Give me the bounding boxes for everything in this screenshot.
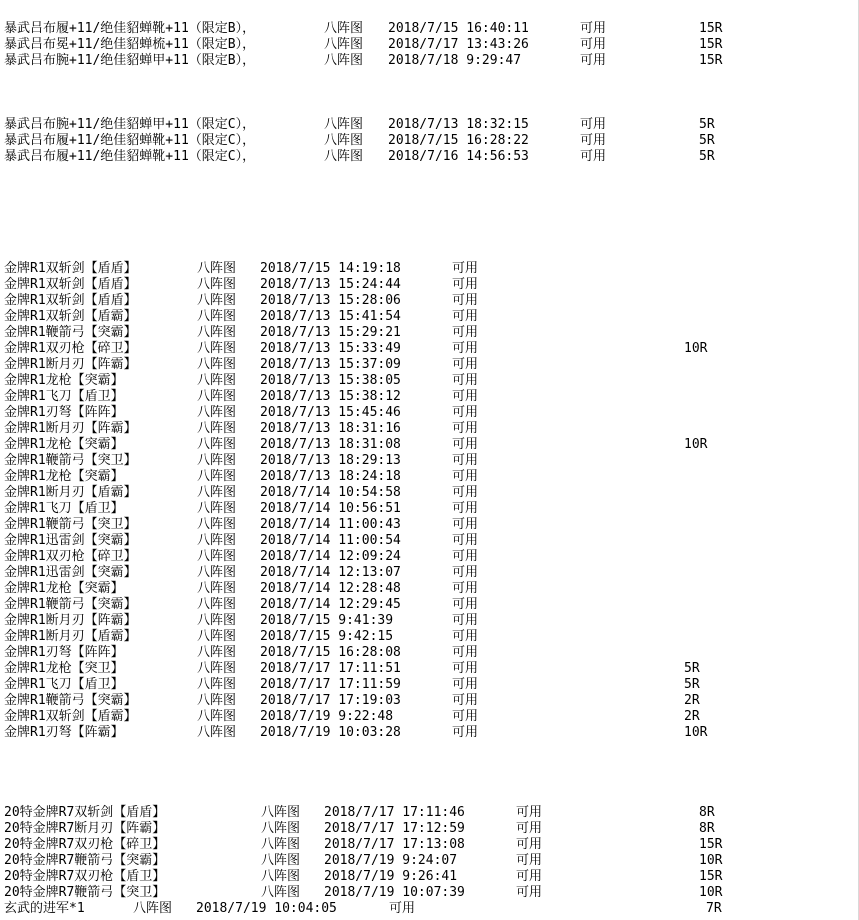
row-status: 可用 <box>580 53 607 68</box>
row-map: 八阵图 <box>261 885 301 900</box>
listing-row <box>0 293 859 309</box>
listing-row <box>0 901 859 917</box>
row-time: 2018/7/18 9:29:47 <box>388 53 522 68</box>
row-item: 金牌R1飞刀【盾卫】 <box>4 677 124 692</box>
row-map: 八阵图 <box>324 133 364 148</box>
row-status: 可用 <box>452 261 479 276</box>
row-map: 八阵图 <box>197 517 237 532</box>
row-map: 八阵图 <box>197 261 237 276</box>
row-status: 可用 <box>452 421 479 436</box>
listing-row <box>0 21 859 37</box>
row-time: 2018/7/16 14:56:53 <box>388 149 529 164</box>
listing-row <box>0 661 859 677</box>
row-time: 2018/7/15 16:28:08 <box>260 645 401 660</box>
row-price: 10R <box>699 885 723 900</box>
row-item: 金牌R1断月刃【盾霸】 <box>4 629 137 644</box>
listing-row <box>0 357 859 373</box>
row-item: 20特金牌R7断月刃【阵霸】 <box>4 821 166 836</box>
row-map: 八阵图 <box>197 277 237 292</box>
row-status: 可用 <box>516 805 543 820</box>
row-item: 金牌R1双斩剑【盾盾】 <box>4 277 137 292</box>
row-status: 可用 <box>580 149 607 164</box>
listing-row <box>0 517 859 533</box>
row-item: 金牌R1龙枪【突卫】 <box>4 661 124 676</box>
row-price: 15R <box>699 37 723 52</box>
row-map: 八阵图 <box>197 533 237 548</box>
row-time: 2018/7/17 17:19:03 <box>260 693 401 708</box>
row-time: 2018/7/13 15:37:09 <box>260 357 401 372</box>
row-status: 可用 <box>452 325 479 340</box>
row-item: 金牌R1刃弩【阵阵】 <box>4 405 124 420</box>
row-time: 2018/7/14 12:09:24 <box>260 549 401 564</box>
row-item: 金牌R1断月刃【阵霸】 <box>4 613 137 628</box>
row-price: 10R <box>684 725 708 740</box>
row-item: 玄武的进军*1 <box>4 901 85 916</box>
listing-row <box>0 53 859 69</box>
row-item: 金牌R1鞭箭弓【突霸】 <box>4 597 137 612</box>
row-time: 2018/7/13 15:38:05 <box>260 373 401 388</box>
row-price: 5R <box>699 133 715 148</box>
row-status: 可用 <box>452 661 479 676</box>
row-price: 15R <box>699 53 723 68</box>
row-time: 2018/7/15 16:40:11 <box>388 21 529 36</box>
row-map: 八阵图 <box>261 805 301 820</box>
row-map: 八阵图 <box>197 725 237 740</box>
row-item: 金牌R1龙枪【突霸】 <box>4 373 124 388</box>
listing-row <box>0 501 859 517</box>
row-item: 金牌R1飞刀【盾卫】 <box>4 389 124 404</box>
row-map: 八阵图 <box>197 629 237 644</box>
row-item: 金牌R1双斩剑【盾霸】 <box>4 309 137 324</box>
listing-row <box>0 533 859 549</box>
row-price: 10R <box>684 341 708 356</box>
row-time: 2018/7/17 17:11:51 <box>260 661 401 676</box>
row-status: 可用 <box>452 357 479 372</box>
row-item: 金牌R1龙枪【突霸】 <box>4 581 124 596</box>
row-map: 八阵图 <box>197 309 237 324</box>
row-map: 八阵图 <box>197 389 237 404</box>
row-time: 2018/7/15 9:41:39 <box>260 613 394 628</box>
row-map: 八阵图 <box>197 709 237 724</box>
row-status: 可用 <box>452 565 479 580</box>
row-map: 八阵图 <box>133 901 173 916</box>
row-status: 可用 <box>516 869 543 884</box>
row-map: 八阵图 <box>261 853 301 868</box>
row-status: 可用 <box>580 37 607 52</box>
row-map: 八阵图 <box>197 421 237 436</box>
row-item: 金牌R1断月刃【盾霸】 <box>4 485 137 500</box>
listing-row <box>0 133 859 149</box>
row-price: 15R <box>699 869 723 884</box>
row-map: 八阵图 <box>197 613 237 628</box>
row-item: 20特金牌R7鞭箭弓【突卫】 <box>4 885 166 900</box>
row-status: 可用 <box>452 437 479 452</box>
listing-row <box>0 437 859 453</box>
row-time: 2018/7/19 9:24:07 <box>324 853 458 868</box>
row-map: 八阵图 <box>261 821 301 836</box>
row-map: 八阵图 <box>197 661 237 676</box>
listing-row <box>0 341 859 357</box>
row-price: 8R <box>699 805 715 820</box>
row-time: 2018/7/14 12:13:07 <box>260 565 401 580</box>
row-time: 2018/7/14 12:28:48 <box>260 581 401 596</box>
listing-row <box>0 117 859 133</box>
row-map: 八阵图 <box>261 837 301 852</box>
row-item: 20特金牌R7双刃枪【盾卫】 <box>4 869 166 884</box>
row-time: 2018/7/13 15:24:44 <box>260 277 401 292</box>
row-time: 2018/7/19 9:22:48 <box>260 709 394 724</box>
row-item: 金牌R1断月刃【阵霸】 <box>4 357 137 372</box>
row-price: 5R <box>684 677 700 692</box>
row-time: 2018/7/19 10:04:05 <box>196 901 337 916</box>
row-item: 金牌R1刃弩【阵阵】 <box>4 645 124 660</box>
row-map: 八阵图 <box>324 37 364 52</box>
row-status: 可用 <box>580 133 607 148</box>
row-item: 金牌R1双斩剑【盾盾】 <box>4 261 137 276</box>
row-time: 2018/7/14 10:56:51 <box>260 501 401 516</box>
row-time: 2018/7/17 17:11:59 <box>260 677 401 692</box>
row-status: 可用 <box>389 901 416 916</box>
row-item: 暴武吕布冕+11/绝佳貂蝉梳+11（限定B）， <box>4 37 256 52</box>
listing-row <box>0 453 859 469</box>
row-item: 金牌R1双刃枪【碎卫】 <box>4 549 137 564</box>
row-item: 20特金牌R7双刃枪【碎卫】 <box>4 837 166 852</box>
row-map: 八阵图 <box>197 485 237 500</box>
row-status: 可用 <box>452 629 479 644</box>
listing-row <box>0 389 859 405</box>
row-map: 八阵图 <box>197 325 237 340</box>
row-time: 2018/7/13 18:24:18 <box>260 469 401 484</box>
row-status: 可用 <box>452 709 479 724</box>
row-map: 八阵图 <box>197 405 237 420</box>
listing-row <box>0 709 859 725</box>
row-map: 八阵图 <box>261 869 301 884</box>
row-status: 可用 <box>452 501 479 516</box>
listing-row <box>0 693 859 709</box>
listing-row <box>0 565 859 581</box>
row-item: 金牌R1双斩剑【盾盾】 <box>4 293 137 308</box>
listing-row <box>0 421 859 437</box>
listing-row <box>0 869 859 885</box>
row-item: 金牌R1双斩剑【盾霸】 <box>4 709 137 724</box>
row-item: 金牌R1鞭箭弓【突卫】 <box>4 453 137 468</box>
row-time: 2018/7/17 13:43:26 <box>388 37 529 52</box>
row-map: 八阵图 <box>197 373 237 388</box>
listing-row <box>0 837 859 853</box>
row-time: 2018/7/15 14:19:18 <box>260 261 401 276</box>
row-price: 15R <box>699 21 723 36</box>
row-status: 可用 <box>580 21 607 36</box>
row-status: 可用 <box>452 533 479 548</box>
listing-row <box>0 485 859 501</box>
row-status: 可用 <box>452 469 479 484</box>
row-price: 10R <box>699 853 723 868</box>
row-status: 可用 <box>452 373 479 388</box>
listing-row <box>0 37 859 53</box>
row-map: 八阵图 <box>197 565 237 580</box>
row-time: 2018/7/13 18:31:16 <box>260 421 401 436</box>
row-status: 可用 <box>516 837 543 852</box>
row-map: 八阵图 <box>197 293 237 308</box>
listing-row <box>0 261 859 277</box>
row-status: 可用 <box>452 677 479 692</box>
row-price: 5R <box>684 661 700 676</box>
row-map: 八阵图 <box>197 693 237 708</box>
listing-row <box>0 597 859 613</box>
row-item: 暴武吕布腕+11/绝佳貂蝉甲+11（限定C）， <box>4 117 256 132</box>
row-item: 金牌R1鞭箭弓【突霸】 <box>4 693 137 708</box>
row-time: 2018/7/13 15:33:49 <box>260 341 401 356</box>
row-item: 暴武吕布履+11/绝佳貂蝉靴+11（限定B）， <box>4 21 256 36</box>
listing-row <box>0 325 859 341</box>
row-map: 八阵图 <box>197 469 237 484</box>
row-time: 2018/7/13 18:29:13 <box>260 453 401 468</box>
row-item: 金牌R1刃弩【阵霸】 <box>4 725 124 740</box>
row-item: 暴武吕布履+11/绝佳貂蝉靴+11（限定C）， <box>4 133 256 148</box>
row-time: 2018/7/13 15:45:46 <box>260 405 401 420</box>
row-item: 金牌R1鞭箭弓【突霸】 <box>4 325 137 340</box>
listing-row <box>0 853 859 869</box>
listing-row <box>0 805 859 821</box>
row-time: 2018/7/13 15:28:06 <box>260 293 401 308</box>
row-status: 可用 <box>516 885 543 900</box>
row-price: 5R <box>699 149 715 164</box>
row-map: 八阵图 <box>197 581 237 596</box>
row-item: 金牌R1鞭箭弓【突卫】 <box>4 517 137 532</box>
listing-row <box>0 821 859 837</box>
row-time: 2018/7/13 18:32:15 <box>388 117 529 132</box>
row-map: 八阵图 <box>197 677 237 692</box>
row-time: 2018/7/17 17:11:46 <box>324 805 465 820</box>
row-item: 20特金牌R7双斩剑【盾盾】 <box>4 805 166 820</box>
row-map: 八阵图 <box>197 645 237 660</box>
row-item: 暴武吕布腕+11/绝佳貂蝉甲+11（限定B）， <box>4 53 256 68</box>
row-time: 2018/7/17 17:12:59 <box>324 821 465 836</box>
row-map: 八阵图 <box>324 149 364 164</box>
row-time: 2018/7/13 15:41:54 <box>260 309 401 324</box>
listing-row <box>0 885 859 901</box>
listing-row <box>0 549 859 565</box>
row-status: 可用 <box>452 309 479 324</box>
listing-row <box>0 309 859 325</box>
row-time: 2018/7/19 10:03:28 <box>260 725 401 740</box>
row-status: 可用 <box>452 549 479 564</box>
listing-row <box>0 149 859 165</box>
listing-row <box>0 373 859 389</box>
row-status: 可用 <box>452 453 479 468</box>
row-map: 八阵图 <box>197 501 237 516</box>
row-item: 金牌R1龙枪【突霸】 <box>4 437 124 452</box>
row-item: 金牌R1迅雷剑【突霸】 <box>4 565 137 580</box>
row-status: 可用 <box>452 277 479 292</box>
row-map: 八阵图 <box>197 453 237 468</box>
row-status: 可用 <box>452 645 479 660</box>
row-price: 8R <box>699 821 715 836</box>
row-price: 5R <box>699 117 715 132</box>
row-status: 可用 <box>452 405 479 420</box>
row-map: 八阵图 <box>324 117 364 132</box>
row-item: 金牌R1龙枪【突霸】 <box>4 469 124 484</box>
row-map: 八阵图 <box>197 341 237 356</box>
row-map: 八阵图 <box>197 549 237 564</box>
row-time: 2018/7/14 10:54:58 <box>260 485 401 500</box>
row-status: 可用 <box>452 725 479 740</box>
row-price: 2R <box>684 693 700 708</box>
listing-row <box>0 469 859 485</box>
listing-row <box>0 645 859 661</box>
row-item: 金牌R1迅雷剑【突霸】 <box>4 533 137 548</box>
row-item: 暴武吕布履+11/绝佳貂蝉靴+11（限定C）， <box>4 149 256 164</box>
row-time: 2018/7/15 16:28:22 <box>388 133 529 148</box>
listing-row <box>0 613 859 629</box>
row-time: 2018/7/15 9:42:15 <box>260 629 394 644</box>
row-status: 可用 <box>452 597 479 612</box>
listing-row <box>0 277 859 293</box>
listing-row <box>0 629 859 645</box>
listing-row <box>0 725 859 741</box>
listing-row <box>0 677 859 693</box>
row-status: 可用 <box>452 517 479 532</box>
listing-row <box>0 405 859 421</box>
row-time: 2018/7/14 11:00:43 <box>260 517 401 532</box>
row-time: 2018/7/13 18:31:08 <box>260 437 401 452</box>
row-status: 可用 <box>452 389 479 404</box>
listing-row <box>0 581 859 597</box>
row-item: 金牌R1断月刃【阵霸】 <box>4 421 137 436</box>
row-price: 2R <box>684 709 700 724</box>
row-time: 2018/7/14 11:00:54 <box>260 533 401 548</box>
row-item: 金牌R1飞刀【盾卫】 <box>4 501 124 516</box>
row-time: 2018/7/17 17:13:08 <box>324 837 465 852</box>
row-status: 可用 <box>580 117 607 132</box>
row-status: 可用 <box>452 293 479 308</box>
row-status: 可用 <box>452 341 479 356</box>
row-time: 2018/7/13 15:38:12 <box>260 389 401 404</box>
row-map: 八阵图 <box>324 21 364 36</box>
row-price: 10R <box>684 437 708 452</box>
row-status: 可用 <box>452 613 479 628</box>
row-status: 可用 <box>452 693 479 708</box>
row-status: 可用 <box>452 581 479 596</box>
row-status: 可用 <box>452 485 479 500</box>
row-item: 20特金牌R7鞭箭弓【突霸】 <box>4 853 166 868</box>
row-map: 八阵图 <box>197 597 237 612</box>
row-price: 7R <box>706 901 722 916</box>
row-time: 2018/7/13 15:29:21 <box>260 325 401 340</box>
row-map: 八阵图 <box>197 357 237 372</box>
row-status: 可用 <box>516 853 543 868</box>
row-status: 可用 <box>516 821 543 836</box>
row-price: 15R <box>699 837 723 852</box>
row-map: 八阵图 <box>197 437 237 452</box>
row-item: 金牌R1双刃枪【碎卫】 <box>4 341 137 356</box>
row-time: 2018/7/14 12:29:45 <box>260 597 401 612</box>
row-map: 八阵图 <box>324 53 364 68</box>
row-time: 2018/7/19 10:07:39 <box>324 885 465 900</box>
row-time: 2018/7/19 9:26:41 <box>324 869 458 884</box>
